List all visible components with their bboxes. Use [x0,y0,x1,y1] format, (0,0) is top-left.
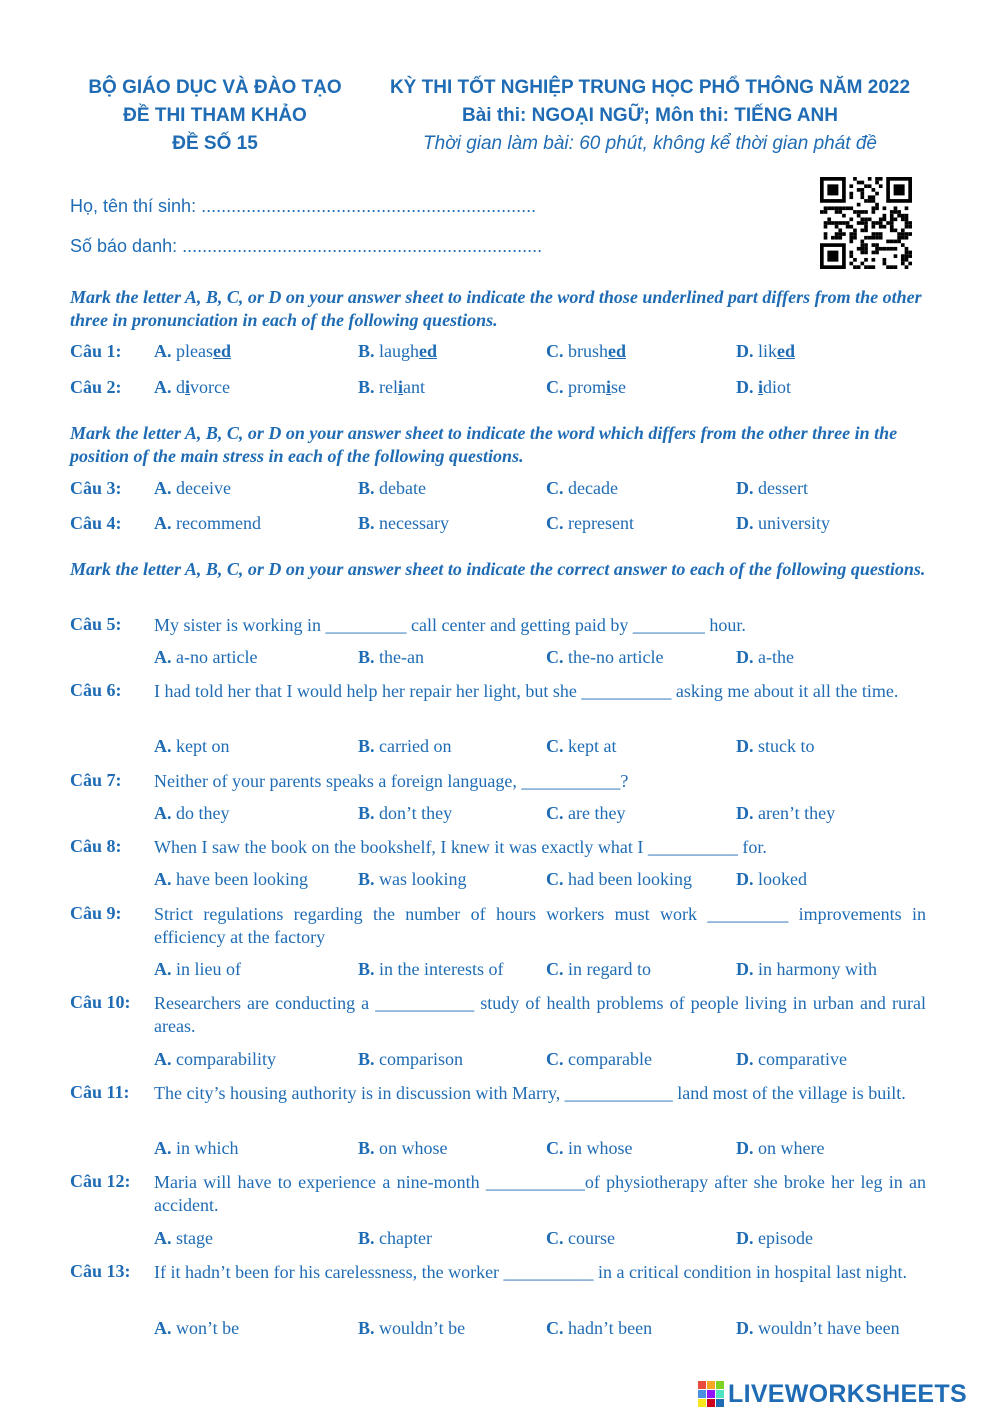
question-text: Researchers are conducting a ___________ study of health problems of people living in urban and rural areas. [154,993,926,1036]
answer-option[interactable]: B. laughed [358,341,438,361]
answer-option[interactable]: D. wouldn’t have been [736,1318,900,1338]
instruction-grammar: Mark the letter A, B, C, or D on your answer sheet to indicate the correct answer to each of the following questions. [70,559,926,579]
answer-option[interactable]: B. wouldn’t be [358,1318,466,1338]
answer-option[interactable]: C. represent [546,513,634,533]
question-label: Câu 11: [70,1082,130,1102]
exam-title: KỲ THI TỐT NGHIỆP TRUNG HỌC PHỔ THÔNG NĂM 2022 [389,77,911,98]
logo-mark-icon [698,1381,724,1407]
answer-option[interactable]: A. have been looking [154,869,308,889]
answer-option[interactable]: B. necessary [358,513,449,533]
answer-option[interactable]: D. a-the [736,647,794,667]
question-text: Maria will have to experience a nine-month ___________of physiotherapy after she broke her leg in an accident. [154,1172,926,1215]
answer-option[interactable]: B. comparison [358,1049,463,1069]
exam-type: ĐỀ THI THAM KHẢO [123,105,307,126]
exam-time: Thời gian làm bài: 60 phút, không kể thời gian phát đề [423,133,877,154]
question-text: Strict regulations regarding the number of hours workers must work _________ improvements in efficiency at the factory [154,904,926,947]
question-label: Câu 4: [70,513,122,533]
answer-option[interactable]: C. hadn’t been [546,1318,653,1338]
answer-option[interactable]: D. liked [736,341,796,361]
question-text: My sister is working in _________ call center and getting paid by ________ hour. [154,615,746,635]
question-label: Câu 3: [70,478,122,498]
question-label: Câu 6: [70,680,122,700]
answer-option[interactable]: C. comparable [546,1049,652,1069]
question-text: The city’s housing authority is in discussion with Marry, ____________ land most of the village is built. [154,1083,906,1103]
logo-text: LIVEWORKSHEETS [728,1379,967,1408]
question-label: Câu 9: [70,903,122,923]
answer-option[interactable]: B. debate [358,478,426,498]
answer-option[interactable]: A. recommend [154,513,261,533]
answer-option[interactable]: A. in which [154,1138,239,1158]
answer-option[interactable]: C. decade [546,478,618,498]
answer-option[interactable]: A. a-no article [154,647,258,667]
answer-option[interactable]: C. course [546,1228,615,1248]
question-text: When I saw the book on the bookshelf, I knew it was exactly what I __________ for. [154,837,767,857]
answer-option[interactable]: D. on where [736,1138,825,1158]
answer-option[interactable]: D. dessert [736,478,808,498]
instruction-stress: Mark the letter A, B, C, or D on your answer sheet to indicate the word which differs from the other three in the position of the main stress in each of the following questions. [70,423,898,466]
header-left [70,74,360,158]
question-text: Neither of your parents speaks a foreign language, ___________? [154,771,629,791]
answer-option[interactable]: A. do they [154,803,230,823]
qr-code-icon [820,177,912,269]
answer-option[interactable]: C. promise [546,377,627,397]
liveworksheets-logo [698,1380,967,1408]
answer-option[interactable]: A. in lieu of [154,959,241,979]
answer-option[interactable]: A. divorce [154,377,230,397]
question-label: Câu 7: [70,770,122,790]
candidate-name-field: Họ, tên thí sinh: ................................................................... [70,196,537,216]
answer-option[interactable]: B. was looking [358,869,467,889]
answer-option[interactable]: D. idiot [736,377,792,397]
exam-subject: Bài thi: NGOẠI NGỮ; Môn thi: TIẾNG ANH [461,105,839,126]
answer-option[interactable]: B. don’t they [358,803,453,823]
answer-option[interactable]: C. are they [546,803,626,823]
answer-option[interactable]: A. kept on [154,736,230,756]
answer-option[interactable]: C. had been looking [546,869,692,889]
answer-option[interactable]: D. in harmony with [736,959,877,979]
header-right [370,74,930,158]
ministry-name: BỘ GIÁO DỤC VÀ ĐÀO TẠO [88,77,342,98]
answer-option[interactable]: A. won’t be [154,1318,240,1338]
question-label: Câu 13: [70,1261,131,1281]
answer-option[interactable]: B. reliant [358,377,426,397]
answer-option[interactable]: D. episode [736,1228,813,1248]
answer-option[interactable]: A. pleased [154,341,231,361]
answer-option[interactable]: D. stuck to [736,736,815,756]
answer-option[interactable]: D. university [736,513,830,533]
answer-option[interactable]: B. the-an [358,647,424,667]
answer-option[interactable]: B. carried on [358,736,452,756]
candidate-number-field: Số báo danh: ........................................................................ [70,236,543,256]
answer-option[interactable]: C. in regard to [546,959,651,979]
question-label: Câu 5: [70,614,122,634]
question-label: Câu 12: [70,1171,131,1191]
answer-option[interactable]: A. comparability [154,1049,276,1069]
answer-option[interactable]: C. in whose [546,1138,633,1158]
question-label: Câu 1: [70,341,122,361]
answer-option[interactable]: D. aren’t they [736,803,836,823]
question-label: Câu 8: [70,836,122,856]
answer-option[interactable]: C. kept at [546,736,617,756]
answer-option[interactable]: D. comparative [736,1049,847,1069]
answer-option[interactable]: B. on whose [358,1138,448,1158]
exam-number: ĐỀ SỐ 15 [172,133,258,154]
answer-option[interactable]: D. looked [736,869,807,889]
question-label: Câu 2: [70,377,122,397]
question-text: I had told her that I would help her repair her light, but she __________ asking me about it all the time. [154,681,899,701]
answer-option[interactable]: B. in the interests of [358,959,504,979]
answer-option[interactable]: B. chapter [358,1228,432,1248]
answer-option[interactable]: C. brushed [546,341,626,361]
answer-option[interactable]: A. stage [154,1228,213,1248]
answer-option[interactable]: C. the-no article [546,647,664,667]
instruction-pronunciation: Mark the letter A, B, C, or D on your answer sheet to indicate the word those underlined part differs from the other three in pronunciation in each of the following questions. [70,287,922,330]
answer-option[interactable]: A. deceive [154,478,231,498]
question-text: If it hadn’t been for his carelessness, the worker __________ in a critical condition in hospital last night. [154,1262,907,1282]
question-label: Câu 10: [70,992,131,1012]
